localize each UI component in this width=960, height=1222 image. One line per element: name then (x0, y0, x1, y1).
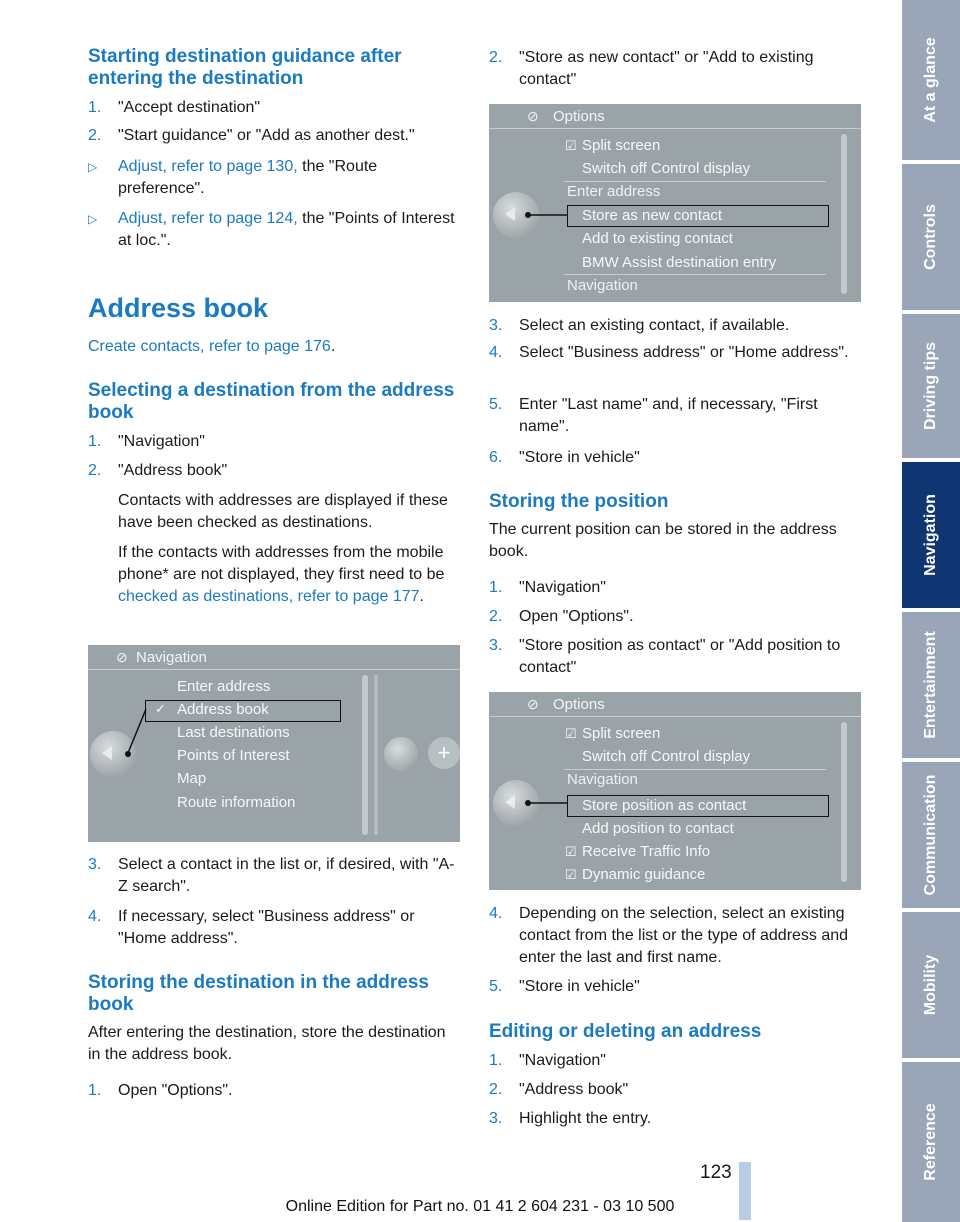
idrive-screen-navigation (88, 645, 460, 842)
paragraph (88, 336, 460, 358)
list-item (88, 460, 460, 482)
tab-label: Navigation (922, 494, 939, 576)
menu-item[interactable]: Route information (177, 794, 296, 811)
list-item (88, 431, 460, 453)
divider (564, 274, 826, 275)
tab-at-a-glance[interactable] (902, 0, 960, 160)
step-number: 2. (489, 1081, 503, 1098)
list-item (489, 1108, 861, 1130)
list-item (88, 125, 460, 147)
tab-label: Reference (922, 1103, 939, 1181)
page-link[interactable]: Adjust, refer to page 124, (118, 210, 298, 227)
step-number: 4. (88, 908, 102, 925)
paragraph-text: If the contacts with addresses from the mobile phone* are not displayed, they first need to be (118, 544, 445, 583)
bullet-arrow-icon: ▷ (88, 212, 98, 226)
list-item (489, 903, 861, 969)
step-number: 3. (489, 637, 503, 654)
menu-item[interactable]: Dynamic guidance (582, 866, 706, 883)
step-text: Open "Options". (519, 608, 634, 625)
menu-item[interactable]: Address book (177, 701, 269, 718)
step-number: 1. (489, 579, 503, 596)
bullet-arrow-icon: ▷ (88, 160, 98, 174)
idrive-screen-options (489, 104, 861, 302)
step-number: 1. (88, 99, 102, 116)
bullet-item (88, 208, 460, 252)
step-text: "Navigation" (519, 1052, 606, 1069)
step-number: 1. (88, 1082, 102, 1099)
list-item (489, 1079, 861, 1101)
step-text: Enter "Last name" and, if necessary, "First name". (519, 396, 818, 435)
paragraph: Contacts with addresses are displayed if these have been checked as destinations. (118, 492, 448, 531)
divider (564, 769, 826, 770)
checkbox-checked-icon: ☑ (565, 867, 577, 882)
step-text: If necessary, select "Business address" or "Home address". (118, 908, 415, 947)
paragraph (118, 542, 462, 608)
step-text: Select a contact in the list or, if desired, with "A-Z search". (118, 856, 455, 895)
step-number: 4. (489, 344, 503, 361)
section-label: Navigation (567, 771, 638, 788)
checkbox-checked-icon: ☑ (565, 844, 577, 859)
menu-item[interactable]: Split screen (582, 137, 661, 154)
scroll-rail (841, 722, 847, 882)
step-number: 3. (489, 1110, 503, 1127)
tab-label: Mobility (922, 954, 939, 1016)
menu-item[interactable]: Map (177, 770, 207, 787)
list-item (489, 47, 861, 91)
list-item (88, 97, 460, 119)
tab-label: Communication (922, 774, 939, 896)
step-text: "Store in vehicle" (519, 449, 640, 466)
no-entry-icon: ⊘ (527, 108, 539, 124)
step-number: 2. (489, 608, 503, 625)
section-label: Enter address (567, 183, 661, 200)
tab-label: Controls (922, 204, 939, 270)
paragraph: The current position can be stored in the address book. (489, 521, 837, 560)
heading-storing-position: Storing the position (489, 491, 669, 512)
tab-controls[interactable] (902, 164, 960, 310)
no-entry-icon: ⊘ (527, 696, 539, 712)
step-number: 5. (489, 396, 503, 413)
menu-item[interactable]: Split screen (582, 725, 661, 742)
step-number: 2. (489, 49, 503, 66)
step-text: "Start guidance" or "Add as another dest." (118, 127, 415, 144)
section-label: Navigation (567, 277, 638, 294)
step-text: "Store as new contact" or "Add to existing contact" (519, 49, 814, 88)
scroll-rail (841, 134, 847, 294)
checkbox-checked-icon: ☑ (565, 726, 577, 741)
heading-selecting-destination: Selecting a destination from the address book (88, 380, 455, 423)
plus-icon[interactable]: + (428, 737, 460, 769)
menu-item[interactable]: Last destinations (177, 724, 290, 741)
list-item (489, 635, 861, 679)
step-text: Depending on the selection, select an existing contact from the list or the type of address and enter the last and first name. (519, 905, 849, 966)
paragraph: After entering the destination, store the destination in the address book. (88, 1024, 446, 1063)
idrive-screen-options-position (489, 692, 861, 890)
menu-item[interactable]: Add to existing contact (582, 230, 733, 247)
step-number: 1. (489, 1052, 503, 1069)
checkbox-checked-icon: ☑ (565, 138, 577, 153)
step-text: "Navigation" (519, 579, 606, 596)
list-item (88, 854, 460, 898)
step-text: "Store position as contact" or "Add position to contact" (519, 637, 841, 676)
divider (374, 675, 378, 835)
menu-item[interactable]: Store as new contact (582, 207, 723, 224)
menu-item[interactable]: Switch off Control display (582, 160, 751, 177)
tab-driving-tips[interactable] (902, 314, 960, 458)
scroll-rail (362, 675, 368, 835)
step-text: Select an existing contact, if available. (519, 317, 790, 334)
chapter-tabs (902, 0, 960, 1222)
menu-item[interactable]: BMW Assist destination entry (582, 254, 777, 271)
step-number: 3. (88, 856, 102, 873)
step-text: "Store in vehicle" (519, 978, 640, 995)
step-number: 3. (489, 317, 503, 334)
tab-label: Driving tips (922, 341, 939, 431)
step-text: Highlight the entry. (519, 1110, 652, 1127)
list-item (489, 976, 861, 998)
step-text: "Accept destination" (118, 99, 261, 116)
bullet-text: the "Route preference". (118, 158, 378, 197)
step-text: "Address book" (519, 1081, 629, 1098)
heading-starting-guidance: Starting destination guidance after entering the destination (88, 46, 402, 89)
checkmark-icon: ✓ (155, 701, 166, 716)
list-item (489, 447, 861, 469)
step-text: "Address book" (118, 462, 228, 479)
step-text: Select "Business address" or "Home address". (519, 344, 849, 361)
page-link[interactable]: Adjust, refer to page 130, (118, 158, 298, 175)
tab-label: At a glance (922, 37, 939, 123)
page-link[interactable]: Create contacts, refer to page 176 (88, 338, 331, 355)
tab-label: Entertainment (922, 631, 939, 739)
pointer-line (489, 692, 861, 890)
page-link[interactable]: checked as destinations, refer to page 177 (118, 588, 420, 605)
bullet-text: the "Points of Interest at loc.". (118, 210, 455, 249)
step-number: 2. (88, 127, 102, 144)
step-number: 2. (88, 462, 102, 479)
tab-navigation[interactable] (902, 462, 960, 608)
punct: . (330, 338, 336, 355)
menu-item[interactable]: Add position to contact (582, 820, 734, 837)
tab-communication[interactable] (902, 762, 960, 908)
list-item (489, 606, 861, 628)
step-text: Open "Options". (118, 1082, 233, 1099)
step-number: 4. (489, 905, 503, 922)
step-text: "Navigation" (118, 433, 205, 450)
page-number: 123 (700, 1162, 732, 1183)
no-entry-icon: ⊘ (116, 649, 128, 665)
menu-item[interactable]: Switch off Control display (582, 748, 751, 765)
step-number: 6. (489, 449, 503, 466)
menu-item[interactable]: Points of Interest (177, 747, 290, 764)
list-item (88, 1080, 460, 1102)
divider (564, 181, 826, 182)
list-item (489, 342, 861, 364)
screen-title: Options (553, 108, 605, 125)
tab-entertainment[interactable] (902, 612, 960, 758)
step-number: 1. (88, 433, 102, 450)
punct: . (419, 588, 424, 605)
heading-storing-destination: Storing the destination in the address book (88, 972, 429, 1015)
menu-item[interactable]: Store position as contact (582, 797, 747, 814)
list-item (489, 315, 861, 337)
menu-item[interactable]: Receive Traffic Info (582, 843, 711, 860)
map-button[interactable] (384, 737, 418, 771)
tab-mobility[interactable] (902, 912, 960, 1058)
screen-title: Navigation (136, 649, 207, 666)
pointer-line (489, 104, 861, 302)
heading-address-book: Address book (88, 293, 269, 323)
step-number: 5. (489, 978, 503, 995)
menu-item[interactable]: Enter address (177, 678, 271, 695)
list-item (489, 1050, 861, 1072)
screen-title: Options (553, 696, 605, 713)
heading-editing-address: Editing or deleting an address (489, 1021, 762, 1042)
list-item (489, 394, 861, 438)
list-item (88, 906, 460, 950)
list-item (489, 577, 861, 599)
bullet-item (88, 156, 460, 200)
footer-text: Online Edition for Part no. 01 41 2 604 231 - 03 10 500 (285, 1198, 675, 1215)
